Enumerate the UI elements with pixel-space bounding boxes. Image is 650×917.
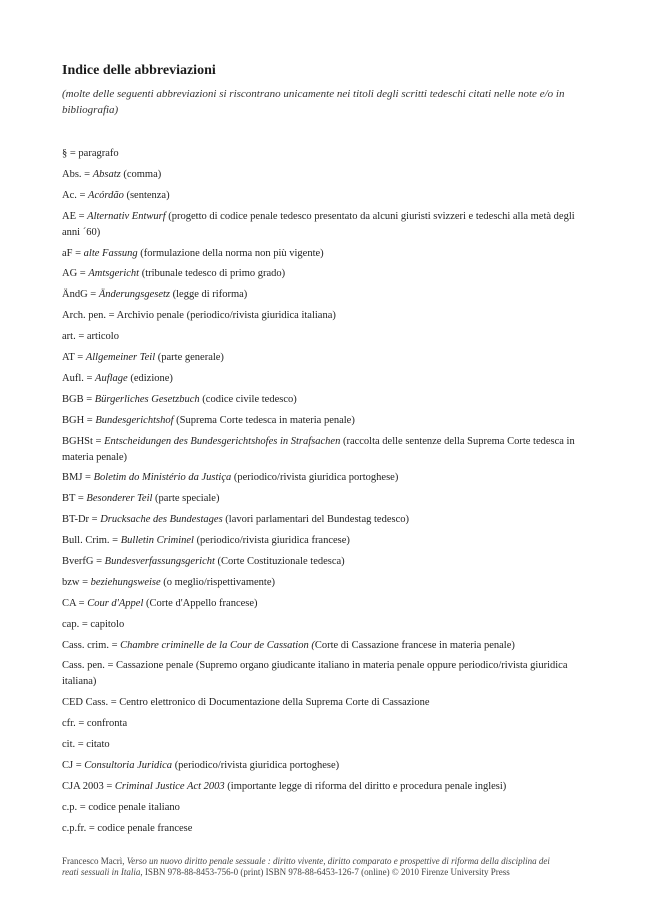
abbreviation-entry: [62, 350, 582, 366]
entry-pre: CA =: [62, 597, 88, 609]
entry-pre: BT =: [62, 493, 87, 505]
abbreviation-entry: [62, 167, 582, 183]
entry-it: Bundesverfassungsgericht: [104, 556, 215, 568]
abbreviation-entry: [62, 392, 582, 408]
entry-pre: BverfG =: [62, 556, 105, 568]
entry-it: Absatz: [92, 168, 121, 180]
abbreviation-entry: [62, 413, 582, 429]
entry-pre: Abs. =: [62, 168, 93, 180]
entry-post: (formulazione della norma non più vigente): [137, 247, 324, 259]
entry-post: (periodico/rivista giuridica portoghese): [231, 472, 399, 484]
entry-pre: CJA 2003 =: [62, 780, 115, 792]
entry-post: Corte di Cassazione francese in materia penale): [314, 639, 515, 651]
abbreviation-entry: [62, 779, 582, 795]
entry-pre: c.p. = codice penale italiano: [62, 801, 180, 813]
entry-post: (lavori parlamentari del Bundestag tedesco): [222, 514, 409, 526]
entry-pre: § = paragrafo: [62, 148, 119, 159]
footer-citation: [62, 856, 562, 878]
entry-it: Boletim do Ministério da Justiça: [93, 472, 232, 484]
entry-post: (tribunale tedesco di primo grado): [139, 268, 286, 280]
entry-pre: cap. = capitolo: [62, 618, 125, 630]
entry-pre: aF =: [62, 247, 84, 259]
footer-publication-info: , ISBN 978-88-8453-756-0 (print) ISBN 978-88-6453-126-7 (online) © 2010 Firenze University Press: [140, 867, 510, 877]
abbreviation-entry: [62, 575, 582, 591]
entry-post: (comma): [120, 168, 162, 180]
entry-it: Allgemeiner Teil: [85, 352, 156, 364]
entry-post: (legge di riforma): [170, 289, 248, 301]
entry-post: (periodico/rivista giuridica portoghese): [172, 760, 340, 772]
entry-pre: Arch. pen. = Archivio penale (periodico/rivista giuridica italiana): [62, 310, 336, 322]
entry-it: Chambre criminelle de la Cour de Cassation (: [120, 639, 315, 651]
entry-post: (parte speciale): [152, 493, 220, 505]
abbreviation-entry: [62, 617, 582, 633]
entry-pre: Bull. Crim. =: [62, 535, 121, 547]
entry-post: (Corte d'Appello francese): [143, 597, 258, 609]
entry-it: Änderungsgesetz: [98, 289, 171, 301]
entry-it: Auflage: [95, 372, 128, 384]
entry-pre: CED Cass. = Centro elettronico di Documentazione della Suprema Corte di Cassazione: [62, 697, 430, 709]
entry-it: alte Fassung: [83, 247, 138, 259]
entry-post: (codice civile tedesco): [199, 393, 297, 405]
entry-pre: AE =: [62, 210, 88, 222]
entry-post: (progetto di codice penale tedesco presentato da alcuni giuristi svizzeri e tedeschi alla metà degli anni ´60): [62, 210, 575, 238]
abbreviation-entry: [62, 209, 582, 241]
abbreviation-entry: [62, 658, 582, 690]
entry-post: (raccolta delle sentenze della Suprema Corte tedesca in materia penale): [62, 435, 575, 463]
entry-pre: CJ =: [62, 760, 85, 772]
entry-pre: cfr. = confronta: [62, 718, 128, 730]
entry-pre: BGB =: [62, 393, 95, 405]
entry-it: Entscheidungen des Bundesgerichtshofes in Strafsachen: [104, 435, 341, 447]
abbreviation-list: [62, 146, 582, 842]
abbreviation-entry: [62, 491, 582, 507]
abbreviation-entry: [62, 470, 582, 486]
entry-it: Amtsgericht: [88, 268, 140, 280]
abbreviation-entry: [62, 266, 582, 282]
abbreviation-entry: [62, 308, 582, 324]
entry-post: (sentenza): [123, 189, 170, 201]
entry-it: Cour d'Appel: [87, 597, 144, 609]
entry-pre: AT =: [62, 352, 86, 364]
abbreviation-entry: [62, 434, 582, 466]
entry-pre: Cass. pen. = Cassazione penale (Supremo organo giudicante italiano in materia penale oppure periodico/rivista giuridica italiana): [62, 660, 568, 688]
abbreviation-entry: [62, 800, 582, 816]
entry-pre: Ac. =: [62, 189, 89, 201]
entry-pre: BMJ =: [62, 472, 94, 484]
entry-pre: c.p.fr. = codice penale francese: [62, 822, 193, 834]
entry-pre: Aufl. =: [62, 372, 96, 384]
abbreviation-entry: [62, 533, 582, 549]
abbreviation-entry: [62, 695, 582, 711]
abbreviation-entry: [62, 596, 582, 612]
entry-post: (edizione): [127, 372, 173, 384]
abbreviation-entry: [62, 246, 582, 262]
abbreviation-entry: [62, 821, 582, 837]
abbreviation-entry: [62, 716, 582, 732]
entry-pre: cit. = citato: [62, 739, 110, 751]
entry-pre: bzw =: [62, 576, 91, 588]
footer-book-title: Verso un nuovo diritto penale sessuale : diritto vivente, diritto comparato e prospettive di riforma della disciplina dei reati sessuali in Italia: [62, 856, 550, 877]
entry-it: Bürgerliches Gesetzbuch: [94, 393, 200, 405]
entry-pre: art. = articolo: [62, 331, 119, 343]
entry-pre: BT-Dr =: [62, 514, 101, 526]
entry-it: Bundesgerichtshof: [95, 414, 174, 426]
abbreviation-entry: [62, 554, 582, 570]
entry-pre: Cass. crim. =: [62, 639, 121, 651]
entry-it: Acórdão: [88, 189, 124, 201]
entry-it: Criminal Justice Act 2003: [114, 780, 225, 792]
entry-pre: AG =: [62, 268, 89, 280]
subtitle-note: (molte delle seguenti abbreviazioni si riscontrano unicamente nei titoli degli scritti tedeschi citati nelle note e/o in bibliografia): [62, 88, 565, 116]
abbreviation-entry: [62, 329, 582, 345]
page-title: Indice delle abbreviazioni: [62, 63, 216, 78]
entry-it: Consultoria Juridica: [84, 760, 173, 772]
abbreviation-entry: [62, 371, 582, 387]
abbreviation-entry: [62, 758, 582, 774]
abbreviation-entry: [62, 287, 582, 303]
footer-author: Francesco Macrì,: [62, 856, 127, 866]
entry-pre: BGHSt =: [62, 435, 105, 447]
abbreviation-entry: [62, 737, 582, 753]
entry-it: Bulletin Criminel: [120, 535, 194, 547]
entry-pre: ÄndG =: [62, 289, 99, 301]
entry-post: (o meglio/rispettivamente): [160, 576, 275, 588]
abbreviation-entry: [62, 512, 582, 528]
abbreviation-entry: [62, 638, 582, 654]
entry-post: (parte generale): [155, 352, 224, 364]
abbreviation-entry: [62, 188, 582, 204]
entry-pre: BGH =: [62, 414, 96, 426]
entry-post: (periodico/rivista giuridica francese): [193, 535, 350, 547]
entry-post: (Corte Costituzionale tedesca): [214, 556, 345, 568]
entry-it: Besonderer Teil: [86, 493, 153, 505]
abbreviation-entry: [62, 146, 582, 162]
entry-post: (importante legge di riforma del diritto e procedura penale inglesi): [224, 780, 507, 792]
entry-it: Drucksache des Bundestages: [100, 514, 223, 526]
entry-it: beziehungsweise: [90, 576, 161, 588]
entry-it: Alternativ Entwurf: [87, 210, 166, 222]
entry-post: (Suprema Corte tedesca in materia penale): [173, 414, 355, 426]
